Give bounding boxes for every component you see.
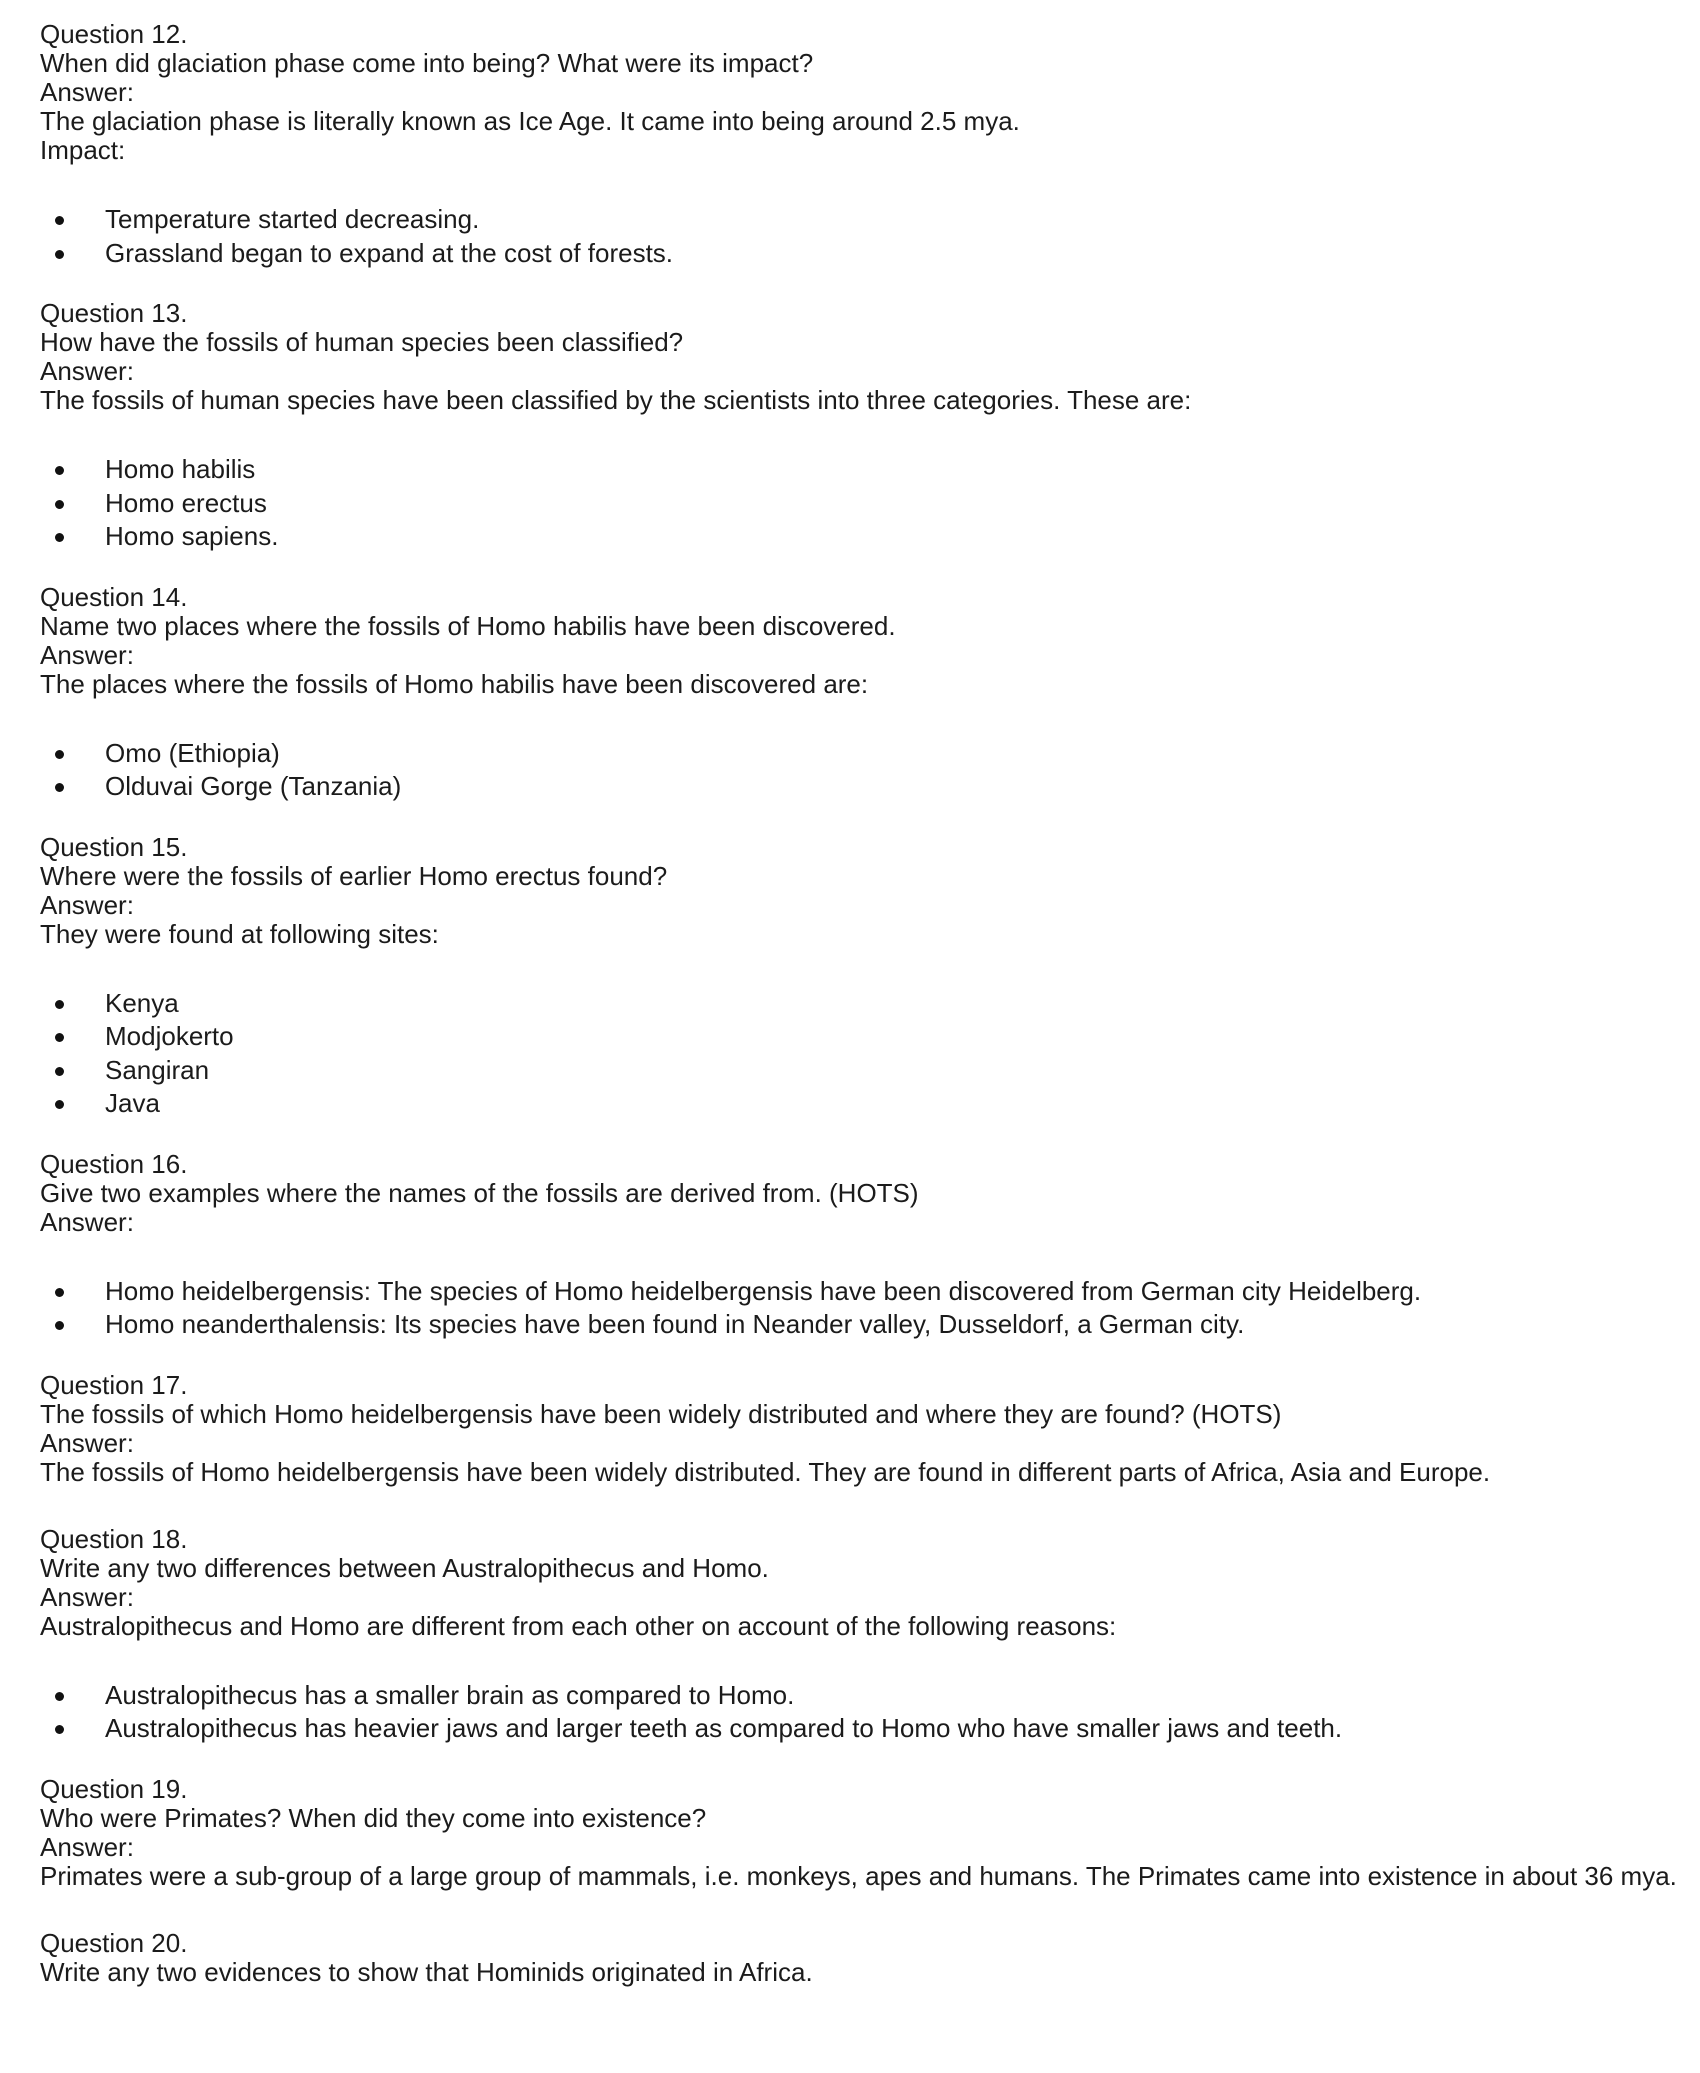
question-block-12: [40, 20, 1680, 299]
question-block-15: [40, 833, 1680, 1150]
list-item: Olduvai Gorge (Tanzania): [40, 770, 1680, 804]
list-item: Australopithecus has heavier jaws and larger teeth as compared to Homo who have smaller jaws and teeth.: [40, 1712, 1680, 1746]
answer-label: Answer:: [40, 639, 134, 670]
answer-label: Answer:: [40, 1427, 134, 1458]
list-item: Java: [40, 1087, 1680, 1121]
question-text: The fossils of which Homo heidelbergensis have been widely distributed and where they are found? (HOTS): [40, 1398, 1282, 1429]
answer-bullet-list: [40, 737, 1680, 804]
answer-text: The places where the fossils of Homo habilis have been discovered are:: [40, 668, 869, 699]
answer-bullet-list: [40, 203, 1680, 270]
question-label: Question 17.: [40, 1369, 188, 1400]
question-text: Write any two evidences to show that Hominids originated in Africa.: [40, 1956, 813, 1987]
answer-text: Primates were a sub-group of a large group of mammals, i.e. monkeys, apes and humans. The Primates came into existence in about 36 mya.: [40, 1860, 1677, 1891]
question-text: Name two places where the fossils of Homo habilis have been discovered.: [40, 610, 896, 641]
question-label: Question 15.: [40, 831, 188, 862]
question-block-19: [40, 1775, 1680, 1929]
question-text: When did glaciation phase come into being? What were its impact?: [40, 48, 814, 78]
question-label: Question 18.: [40, 1523, 188, 1554]
answer-label: Answer:: [40, 77, 134, 107]
question-block-14: [40, 583, 1680, 833]
list-item: Homo neanderthalensis: Its species have been found in Neander valley, Dusseldorf, a German city.: [40, 1308, 1680, 1342]
answer-text: The glaciation phase is literally known as Ice Age. It came into being around 2.5 mya.: [40, 106, 1020, 136]
question-text: Write any two differences between Australopithecus and Homo.: [40, 1552, 769, 1583]
answer-bullet-list: [40, 1679, 1680, 1746]
question-label: Question 13.: [40, 298, 188, 328]
question-block-20: [40, 1929, 1680, 1987]
list-item: Homo habilis: [40, 453, 1680, 487]
list-item: Temperature started decreasing.: [40, 203, 1680, 237]
list-item: Grassland began to expand at the cost of forests.: [40, 237, 1680, 271]
answer-bullet-list: [40, 987, 1680, 1121]
answer-label: Answer:: [40, 1581, 134, 1612]
question-label: Question 12.: [40, 19, 188, 49]
question-label: Question 14.: [40, 581, 188, 612]
question-text: Give two examples where the names of the fossils are derived from. (HOTS): [40, 1177, 919, 1208]
answer-subheading: Impact:: [40, 135, 126, 165]
question-text: Who were Primates? When did they come into existence?: [40, 1802, 707, 1833]
list-item: Homo sapiens.: [40, 520, 1680, 554]
answer-text: They were found at following sites:: [40, 918, 439, 949]
question-label: Question 16.: [40, 1148, 188, 1179]
question-label: Question 19.: [40, 1773, 188, 1804]
question-text: How have the fossils of human species been classified?: [40, 327, 684, 357]
answer-bullet-list: [40, 453, 1680, 554]
question-block-17: [40, 1371, 1680, 1525]
answer-label: Answer:: [40, 1831, 134, 1862]
question-block-13: [40, 299, 1680, 583]
answer-label: Answer:: [40, 1206, 134, 1237]
list-item: Homo heidelbergensis: The species of Homo heidelbergensis have been discovered from German city Heidelberg.: [40, 1275, 1680, 1309]
question-label: Question 20.: [40, 1927, 188, 1958]
question-block-16: [40, 1150, 1680, 1371]
list-item: Omo (Ethiopia): [40, 737, 1680, 771]
list-item: Homo erectus: [40, 487, 1680, 521]
list-item: Sangiran: [40, 1054, 1680, 1088]
question-text: Where were the fossils of earlier Homo erectus found?: [40, 860, 668, 891]
answer-label: Answer:: [40, 889, 134, 920]
answer-text: Australopithecus and Homo are different from each other on account of the following reasons:: [40, 1610, 1117, 1641]
answer-bullet-list: [40, 1275, 1680, 1342]
question-block-18: [40, 1525, 1680, 1775]
document-body: [40, 20, 1680, 1987]
answer-text: The fossils of human species have been classified by the scientists into three categories. These are:: [40, 385, 1192, 415]
answer-text: The fossils of Homo heidelbergensis have been widely distributed. They are found in different parts of Africa, Asia and Europe.: [40, 1456, 1491, 1487]
list-item: Modjokerto: [40, 1020, 1680, 1054]
answer-label: Answer:: [40, 356, 134, 386]
list-item: Australopithecus has a smaller brain as compared to Homo.: [40, 1679, 1680, 1713]
list-item: Kenya: [40, 987, 1680, 1021]
